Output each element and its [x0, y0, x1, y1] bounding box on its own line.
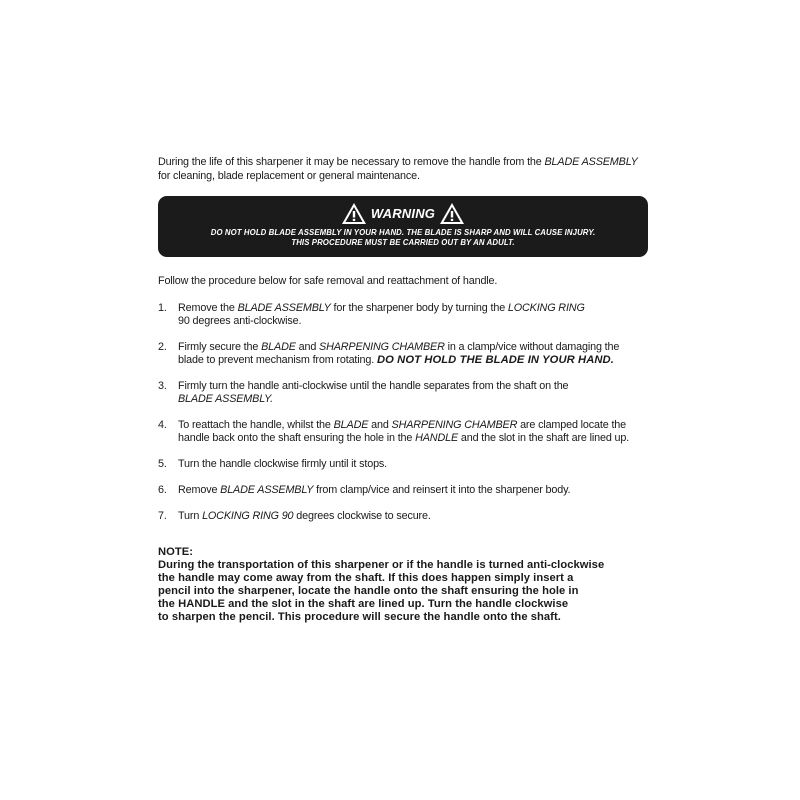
step-5: [158, 458, 658, 471]
instruction-page: [158, 155, 658, 624]
warning-line-1: DO NOT HOLD BLADE ASSEMBLY IN YOUR HAND. THE BLADE IS SHARP AND WILL CAUSE INJURY.: [210, 228, 596, 237]
procedure-steps: [158, 302, 658, 523]
warning-header: [158, 201, 648, 225]
intro-blade-assembly: BLADE ASSEMBLY: [544, 156, 638, 168]
step-number: 6.: [158, 484, 167, 496]
step-7: [158, 510, 658, 523]
step-number: 5.: [158, 458, 167, 470]
step-text: Firmly secure the: [178, 341, 262, 353]
intro-text-2: for cleaning, blade replacement or general maintenance.: [158, 170, 420, 182]
step-number: 3.: [158, 380, 167, 392]
step-text: and: [368, 419, 392, 431]
step-text: Remove the: [178, 302, 238, 314]
step-term: HANDLE: [415, 432, 459, 444]
step-number: 4.: [158, 419, 167, 431]
note-line: the HANDLE and the slot in the shaft are lined up. Turn the handle clockwise: [158, 598, 569, 610]
step-text: Remove: [178, 484, 221, 496]
step-2: [158, 341, 658, 367]
step-text: Turn the handle clockwise firmly until it stops.: [178, 458, 388, 470]
step-text: from clamp/vice and reinsert it into the sharpener body.: [313, 484, 571, 496]
step-number: 7.: [158, 510, 167, 522]
step-term: BLADE: [333, 419, 369, 431]
step-3: [158, 380, 658, 406]
step-text: Turn: [178, 510, 203, 522]
note-section: [158, 546, 658, 624]
step-term: BLADE ASSEMBLY: [220, 484, 314, 496]
step-6: [158, 484, 658, 497]
step-term: SHARPENING CHAMBER: [319, 341, 445, 353]
step-term: BLADE ASSEMBLY: [237, 302, 331, 314]
step-text: in a clamp/vice without damaging the: [444, 341, 620, 353]
warning-title: WARNING: [370, 205, 436, 221]
step-text: To reattach the handle, whilst the: [178, 419, 334, 431]
note-line: the handle may come away from the shaft. If this does happen simply insert a: [158, 572, 574, 584]
intro-paragraph: [158, 155, 658, 183]
step-term: BLADE ASSEMBLY.: [178, 393, 273, 405]
step-text: 90 degrees anti-clockwise.: [178, 315, 302, 327]
step-4: [158, 419, 658, 445]
step-term: BLADE: [261, 341, 296, 353]
step-term: LOCKING RING 90: [202, 510, 294, 522]
step-text: degrees clockwise to secure.: [293, 510, 431, 522]
warning-box: [158, 196, 648, 257]
step-term: SHARPENING CHAMBER: [391, 419, 518, 431]
step-text: handle back onto the shaft ensuring the hole in the: [178, 432, 416, 444]
warning-triangle-icon: [439, 202, 465, 225]
step-1: [158, 302, 658, 328]
step-text: are clamped locate the: [517, 419, 627, 431]
warning-triangle-icon: [341, 202, 367, 225]
note-line: to sharpen the pencil. This procedure will secure the handle onto the shaft.: [158, 611, 561, 623]
procedure-intro: Follow the procedure below for safe removal and reattachment of handle.: [158, 275, 498, 287]
step-text: blade to prevent mechanism from rotating.: [178, 354, 377, 366]
note-line: pencil into the sharpener, locate the handle onto the shaft ensuring the hole in: [158, 585, 579, 597]
warning-body: [158, 228, 648, 248]
step-text: for the sharpener body by turning the: [330, 302, 508, 314]
warning-line-2: THIS PROCEDURE MUST BE CARRIED OUT BY AN ADULT.: [291, 238, 515, 247]
step-number: 2.: [158, 341, 167, 353]
note-line: During the transportation of this sharpener or if the handle is turned anti-clockwise: [158, 559, 605, 571]
step-text: Firmly turn the handle anti-clockwise until the handle separates from the shaft on the: [178, 380, 569, 392]
step-text: and: [295, 341, 320, 353]
step-warning-text: DO NOT HOLD THE BLADE IN YOUR HAND.: [376, 354, 614, 366]
intro-text-1: During the life of this sharpener it may be necessary to remove the handle from the: [158, 156, 545, 168]
note-heading: NOTE:: [158, 546, 194, 558]
step-term: LOCKING RING: [507, 302, 585, 314]
step-number: 1.: [158, 302, 167, 314]
step-text: and the slot in the shaft are lined up.: [458, 432, 630, 444]
